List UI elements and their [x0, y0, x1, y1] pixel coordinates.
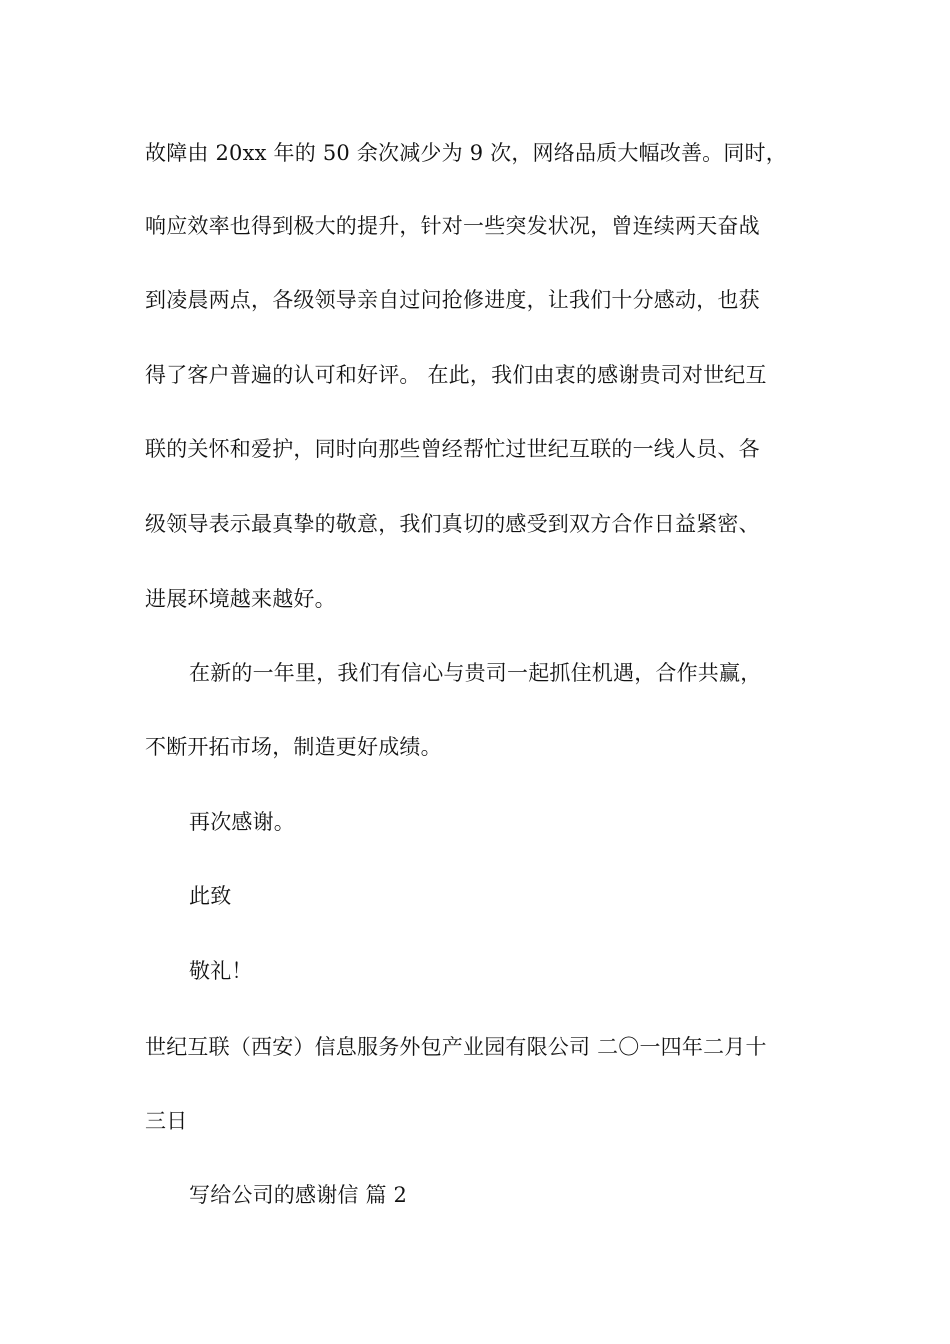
signature-date-end: 三日 [145, 1109, 188, 1133]
signature-company-date: 世纪互联（西安）信息服务外包产业园有限公司 二〇一四年二月十 [145, 1035, 767, 1059]
body-text-line: 级领导表示最真挚的敬意，我们真切的感受到双方合作日益紧密、 [145, 512, 760, 536]
closing-thanks: 再次感谢。 [189, 810, 295, 834]
paragraph-start-line: 在新的一年里，我们有信心与贵司一起抓住机遇，合作共赢， [189, 661, 762, 685]
section-heading: 写给公司的感谢信 篇 2 [189, 1183, 408, 1207]
body-text-line: 到凌晨两点，各级领导亲自过问抢修进度，让我们十分感动，也获 [145, 288, 760, 312]
body-text-line: 得了客户普遍的认可和好评。 在此，我们由衷的感谢贵司对世纪互 [145, 363, 767, 387]
body-text-line: 进展环境越来越好。 [145, 587, 336, 611]
body-text-line: 联的关怀和爱护，同时向那些曾经帮忙过世纪互联的一线人员、各 [145, 437, 760, 461]
body-text-line: 不断开拓市场，制造更好成绩。 [145, 735, 442, 759]
salutation-cizhi: 此致 [189, 884, 232, 908]
body-text-line: 故障由 20xx 年的 50 余次减少为 9 次，网络品质大幅改善。同时， [145, 141, 787, 165]
salutation-jingli: 敬礼！ [189, 959, 253, 983]
body-text-line: 响应效率也得到极大的提升，针对一些突发状况，曾连续两天奋战 [145, 214, 760, 238]
